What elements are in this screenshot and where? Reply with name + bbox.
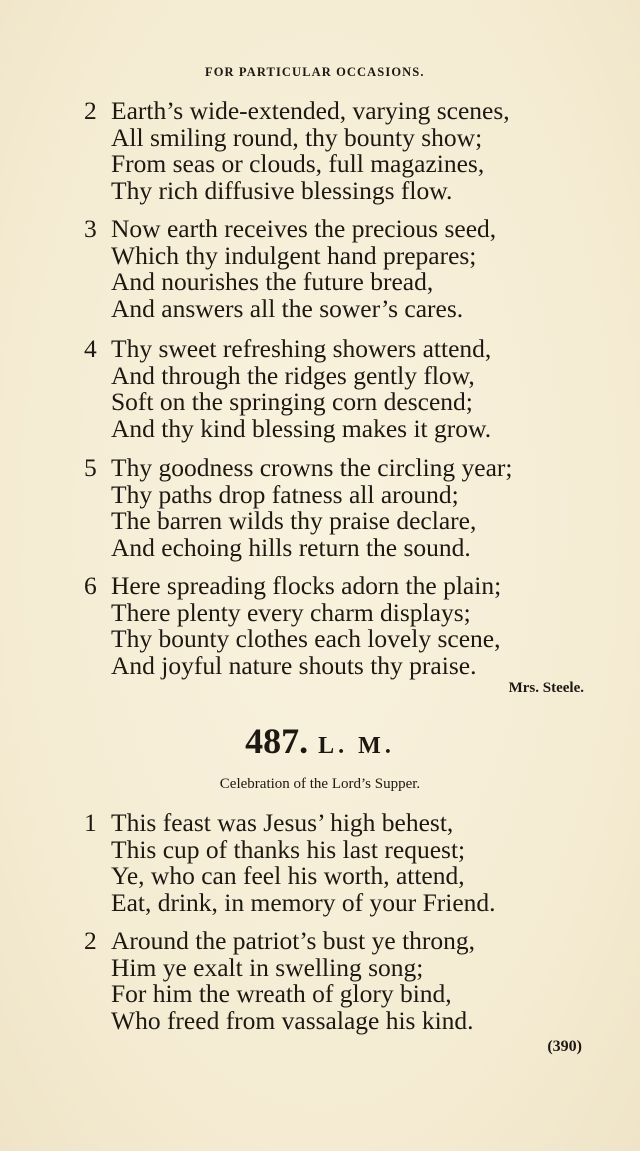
verse-line: Which thy indulgent hand prepares; xyxy=(111,240,477,270)
verse xyxy=(82,455,552,561)
verse-number: 6 xyxy=(84,571,97,600)
hymn-title: Celebration of the Lord’s Supper. xyxy=(219,776,421,792)
verse-line: Him ye exalt in swelling song; xyxy=(111,952,424,982)
verse-line: And joyful nature shouts thy praise. xyxy=(111,650,477,680)
verse-line: 6 Here spreading flocks adorn the plain; xyxy=(84,571,502,600)
verse-line: All smiling round, thy bounty show; xyxy=(111,122,483,152)
author-attribution: Mrs. Steele. xyxy=(508,680,584,696)
verse-line: And through the ridges gently flow, xyxy=(111,360,475,390)
hymn-heading xyxy=(0,720,640,762)
verse-line: And thy kind blessing makes it grow. xyxy=(111,413,492,443)
verse xyxy=(82,336,552,442)
verse-line: And nourishes the future bread, xyxy=(111,267,434,296)
verse xyxy=(82,98,552,204)
verse xyxy=(82,216,552,322)
verse-number: 2 xyxy=(84,926,97,955)
running-head: FOR PARTICULAR OCCASIONS. xyxy=(205,65,425,79)
verse-line: Thy rich diffusive blessings flow. xyxy=(111,175,453,205)
verse-number: 5 xyxy=(84,453,97,482)
verse-line: Eat, drink, in memory of your Friend. xyxy=(111,887,496,917)
verse-number: 2 xyxy=(84,96,97,125)
verse-line: 5 Thy goodness crowns the circling year; xyxy=(84,453,513,482)
verse-line: The barren wilds thy praise declare, xyxy=(111,506,477,535)
verse-line: Soft on the springing corn descend; xyxy=(111,387,473,416)
verse-line: 3 Now earth receives the precious seed, xyxy=(84,214,497,243)
verse-line: And echoing hills return the sound. xyxy=(111,532,471,562)
verse xyxy=(82,573,552,679)
hymn-meter: L. M. xyxy=(318,733,395,759)
page-number: (390) xyxy=(547,1038,582,1055)
verse-number: 3 xyxy=(84,214,97,243)
verse-line: 2 Earth’s wide-extended, varying scenes, xyxy=(84,96,510,125)
verse-line: 4 Thy sweet refreshing showers attend, xyxy=(84,334,492,363)
verse-line: From seas or clouds, full magazines, xyxy=(111,149,485,178)
verse-line: Who freed from vassalage his kind. xyxy=(111,1005,474,1035)
hymn-number: 487. xyxy=(245,721,309,761)
verse-number: 4 xyxy=(84,334,97,363)
verse-line: 1 This feast was Jesus’ high behest, xyxy=(84,808,454,837)
verse-line: There plenty every charm displays; xyxy=(111,597,471,627)
verse-line: Ye, who can feel his worth, attend, xyxy=(111,861,465,890)
verse-line: 2 Around the patriot’s bust ye throng, xyxy=(84,926,476,955)
verse-line: And answers all the sower’s cares. xyxy=(111,293,464,323)
verse xyxy=(82,810,552,916)
verse-line: Thy paths drop fatness all around; xyxy=(111,479,459,509)
verse-number: 1 xyxy=(84,808,97,837)
verse-line: Thy bounty clothes each lovely scene, xyxy=(111,624,501,653)
verse xyxy=(82,928,552,1034)
verse-line: For him the wreath of glory bind, xyxy=(111,979,452,1008)
verse-line: This cup of thanks his last request; xyxy=(111,834,466,864)
